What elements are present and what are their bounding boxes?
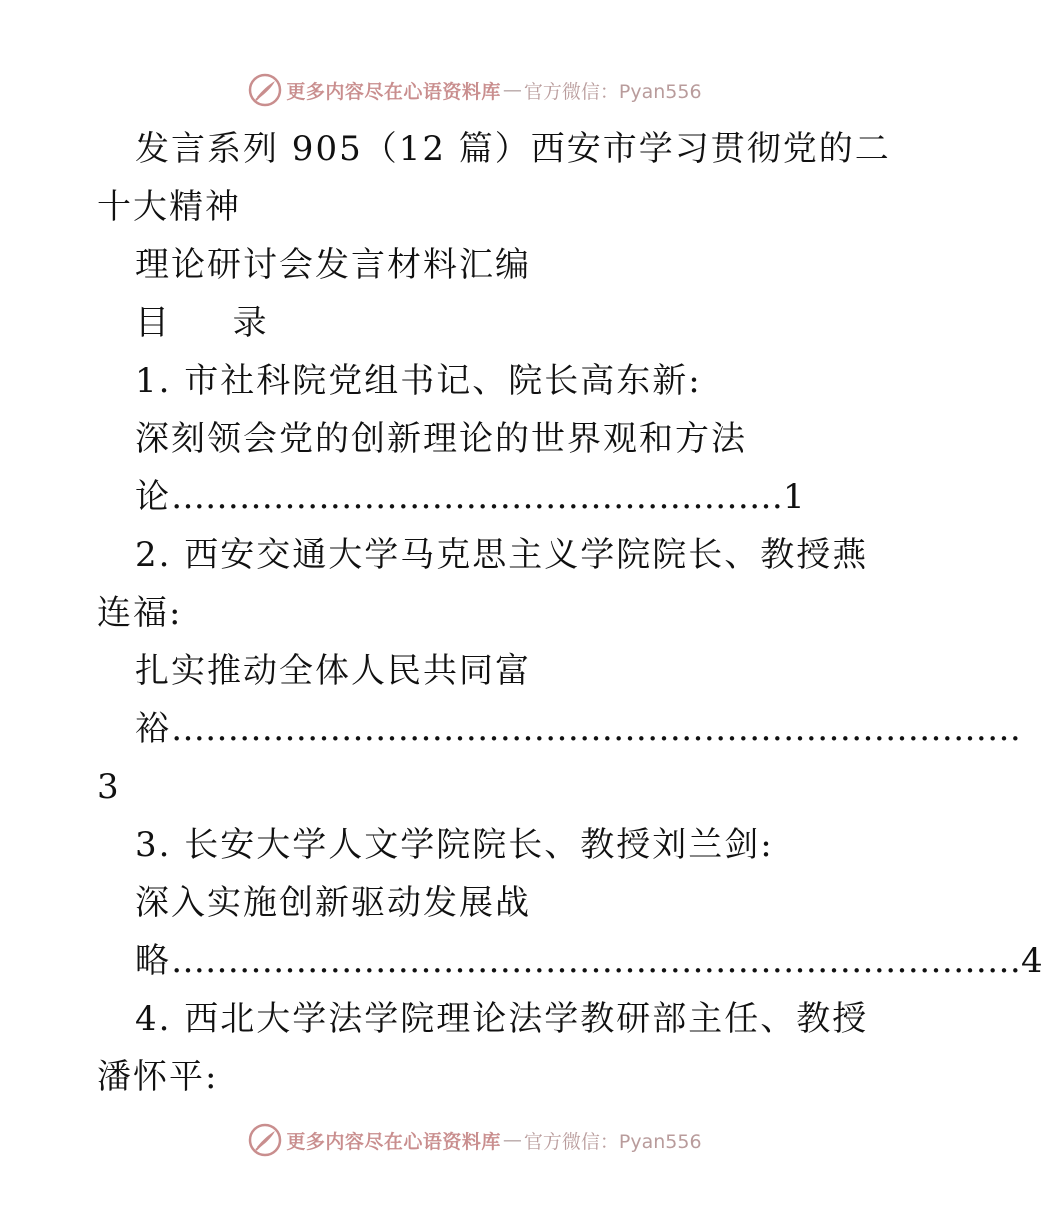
banner-contact: 官方微信：Pyan556 <box>523 80 702 103</box>
toc-entry-4-speaker: 4. 西北大学法学院理论法学教研部主任、教授 <box>135 999 869 1039</box>
toc-entry-1-page: 1 <box>783 477 807 517</box>
header-banner <box>0 70 950 110</box>
banner-title: 更多内容尽在心语资料库 <box>286 1130 501 1153</box>
banner-dash: — <box>502 79 522 101</box>
banner-dash: — <box>502 1129 522 1151</box>
doc-subtitle: 理论研讨会发言材料汇编 <box>135 245 531 285</box>
toc-entry-2-speaker: 2. 西安交通大学马克思主义学院院长、教授燕 <box>135 535 869 575</box>
toc-entry-4-speaker-cont: 潘怀平: <box>97 1057 219 1097</box>
toc-entry-3-leader-row[interactable] <box>97 932 1045 990</box>
toc-entry-1-topic-tail: 论 <box>135 477 171 517</box>
toc-entry-1-leader: ……………………………………………… <box>171 477 783 517</box>
doc-title-line-1: 发言系列 905（12 篇）西安市学习贯彻党的二 <box>135 129 891 169</box>
toc-heading <box>97 294 857 352</box>
feather-logo-icon <box>248 1123 282 1157</box>
banner-title: 更多内容尽在心语资料库 <box>286 80 501 103</box>
banner-contact: 官方微信：Pyan556 <box>523 1130 702 1153</box>
toc-entry-3-topic: 深入实施创新驱动发展战 <box>135 883 531 923</box>
toc-heading-text: 目 录 <box>135 303 281 343</box>
toc-entry-2-page: 3 <box>97 767 121 807</box>
toc-entry-3-leader: ………………………………………………………………… <box>171 941 1021 981</box>
toc-entry-1-leader-row[interactable] <box>97 468 807 526</box>
toc-entry-2-leader-row[interactable] <box>97 700 1021 758</box>
toc-entry-2-topic: 扎实推动全体人民共同富 <box>135 651 531 691</box>
toc-entry-1-speaker: 1. 市社科院党组书记、院长高东新: <box>135 361 702 401</box>
toc-entry-2-speaker-cont: 连福: <box>97 593 183 633</box>
toc-entry-2-leader: ………………………………………………………………… <box>171 709 1021 749</box>
toc-entry-3-topic-tail: 略 <box>135 941 171 981</box>
feather-logo-icon <box>248 73 282 107</box>
toc-entry-3-speaker: 3. 长安大学人文学院院长、教授刘兰剑: <box>135 825 774 865</box>
doc-title-line-2: 十大精神 <box>97 187 241 227</box>
toc-entry-3-page: 4 <box>1021 941 1045 981</box>
footer-banner <box>0 1120 950 1160</box>
toc-entry-2-topic-tail: 裕 <box>135 709 171 749</box>
document-body <box>97 120 1045 1106</box>
toc-entry-1-topic: 深刻领会党的创新理论的世界观和方法 <box>135 419 747 459</box>
